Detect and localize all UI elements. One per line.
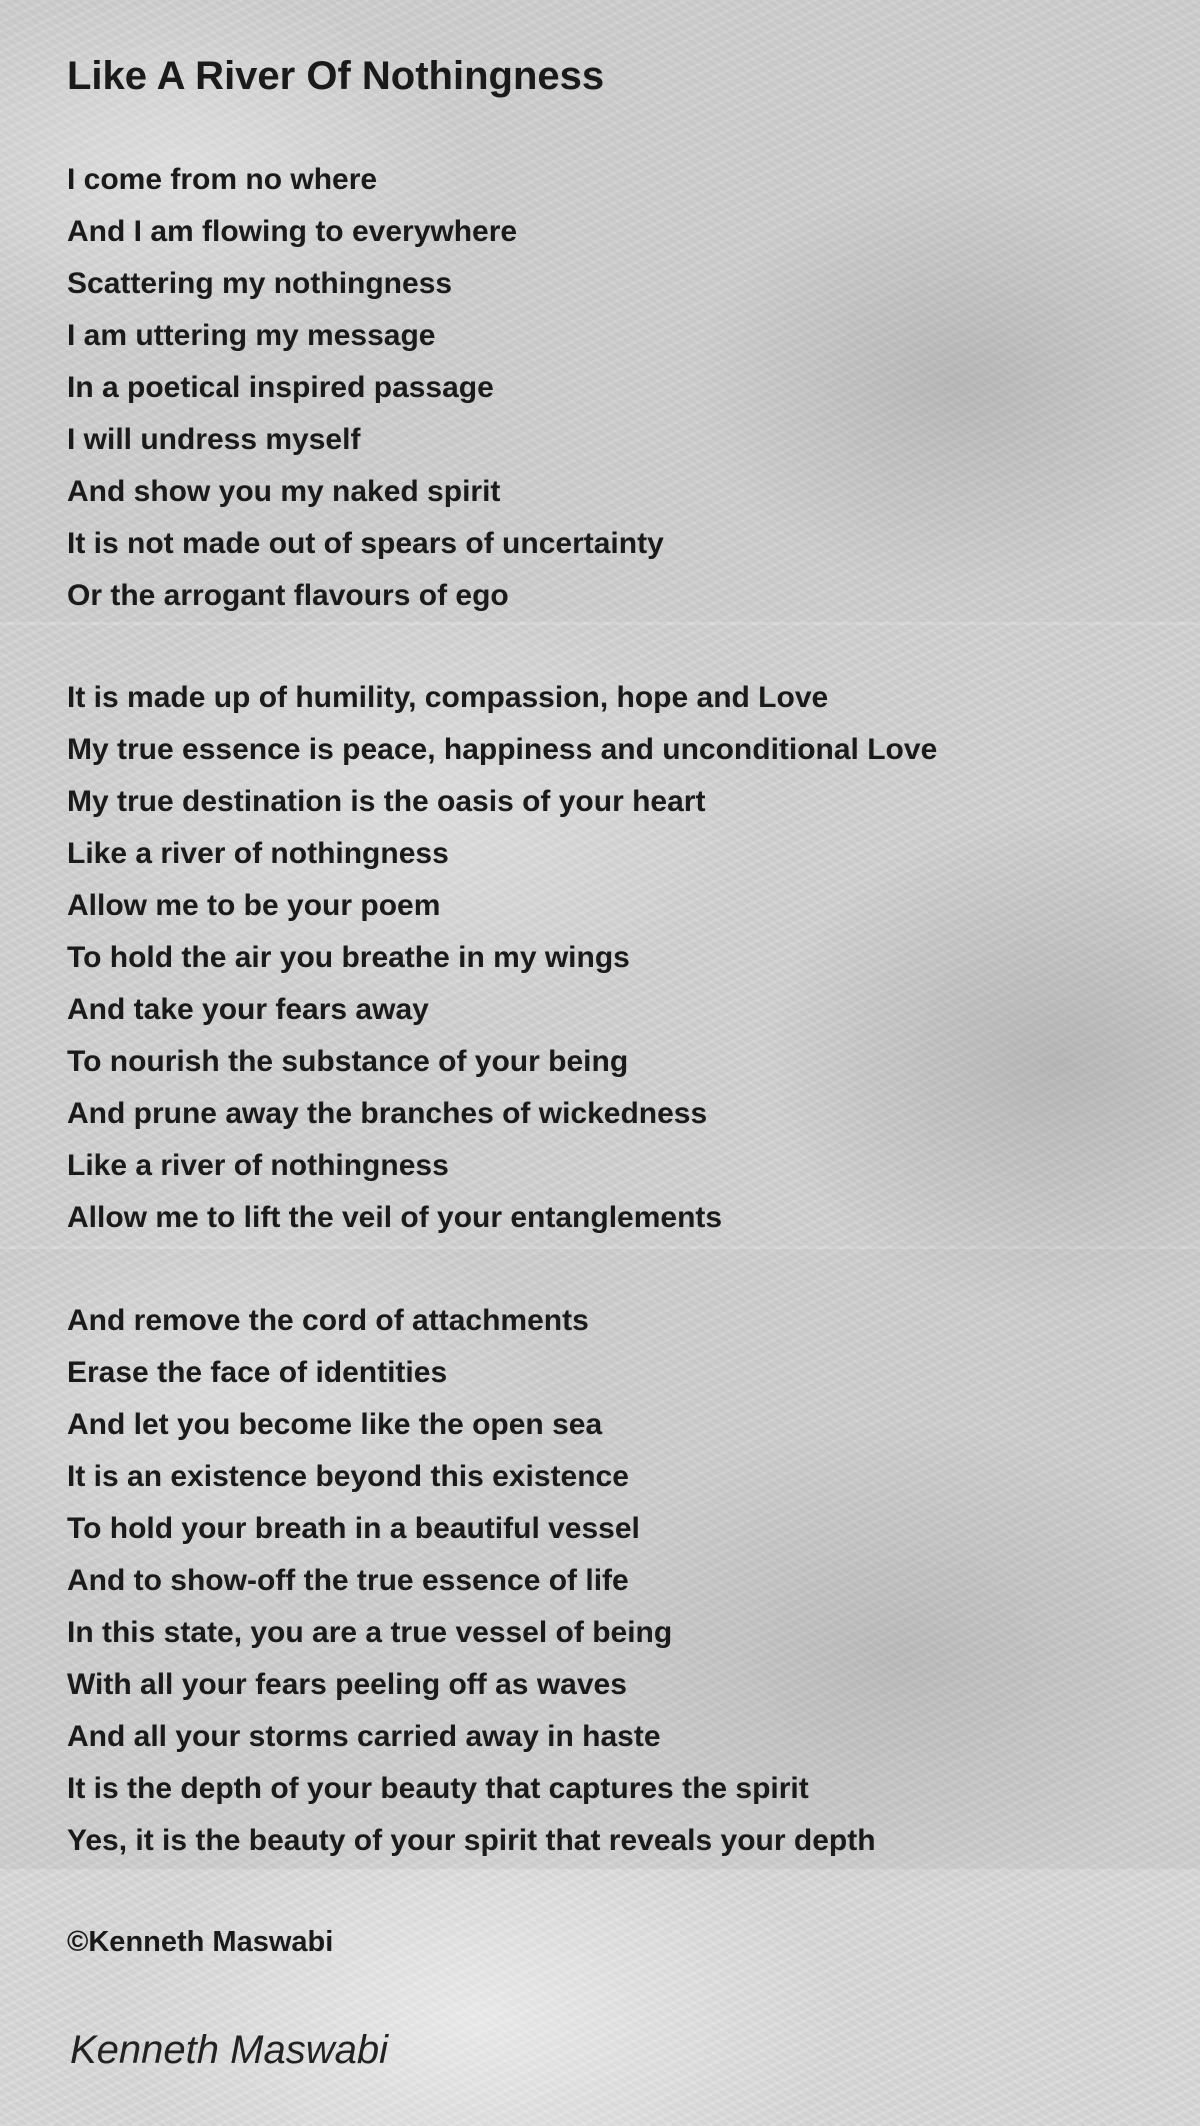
poem-line: With all your fears peeling off as waves: [67, 1668, 627, 1701]
poem-line: Or the arrogant flavours of ego: [67, 579, 509, 612]
poem-line: My true essence is peace, happiness and unconditional Love: [67, 733, 938, 766]
poem-line: Allow me to be your poem: [67, 889, 441, 922]
poem-line: It is the depth of your beauty that captures the spirit: [67, 1772, 809, 1805]
poem-line: Allow me to lift the veil of your entanglements: [67, 1201, 723, 1234]
poem-line: Like a river of nothingness: [67, 1149, 449, 1182]
poem-line: Erase the face of identities: [67, 1356, 448, 1389]
poem-line: In a poetical inspired passage: [67, 371, 494, 404]
poem-line: To hold your breath in a beautiful vessel: [67, 1512, 640, 1545]
poem-line: I come from no where: [67, 163, 378, 196]
poem-line: Scattering my nothingness: [67, 267, 453, 300]
poem-line: To nourish the substance of your being: [67, 1045, 629, 1078]
poem-line: And remove the cord of attachments: [67, 1304, 589, 1337]
poem-line: And show you my naked spirit: [67, 475, 501, 508]
poem-line: In this state, you are a true vessel of being: [67, 1616, 673, 1649]
poem-line: Yes, it is the beauty of your spirit that reveals your depth: [67, 1824, 876, 1857]
poem-line: It is made up of humility, compassion, hope and Love: [67, 681, 829, 714]
poem-line: It is not made out of spears of uncertainty: [67, 527, 664, 560]
poem-line: And I am flowing to everywhere: [67, 215, 518, 248]
poem-line: It is an existence beyond this existence: [67, 1460, 629, 1493]
poem-line: And take your fears away: [67, 993, 429, 1026]
poem-title: Like A River Of Nothingness: [67, 54, 605, 98]
poem-line: I will undress myself: [67, 423, 361, 456]
stanza-1: [67, 154, 664, 622]
stanza-3: [67, 1295, 876, 1867]
poem-line: And let you become like the open sea: [67, 1408, 603, 1441]
stanza-2: [67, 672, 937, 1244]
author-signature: Kenneth Maswabi: [70, 2028, 388, 2072]
poem-line: Like a river of nothingness: [67, 837, 449, 870]
copyright-notice: ©Kenneth Maswabi: [67, 1926, 334, 1958]
poem-line: My true destination is the oasis of your heart: [67, 785, 706, 818]
poem-line: I am uttering my message: [67, 319, 436, 352]
poem-line: To hold the air you breathe in my wings: [67, 941, 630, 974]
poem-line: And to show-off the true essence of life: [67, 1564, 629, 1597]
poem-line: And prune away the branches of wickedness: [67, 1097, 708, 1130]
poem-line: And all your storms carried away in haste: [67, 1720, 661, 1753]
